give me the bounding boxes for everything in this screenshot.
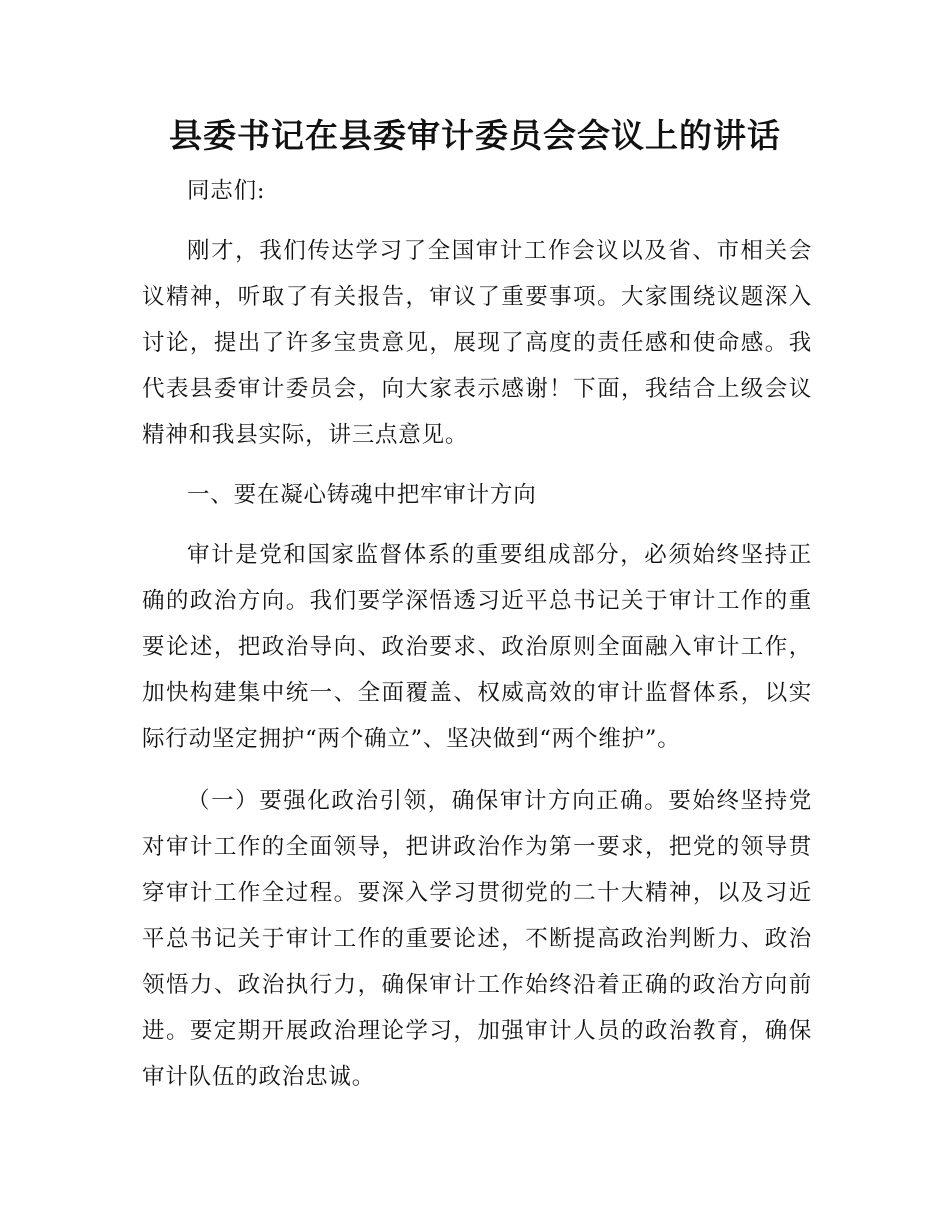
paragraph-intro: 刚才，我们传达学习了全国审计工作会议以及省、市相关会议精神，听取了有关报告，审议了重要事项。大家围绕议题深入讨论，提出了许多宝贵意见，展现了高度的责任感和使命感。我代表县委审计委员会，向大家表示感谢！下面，我结合上级会议精神和我县实际，讲三点意见。 <box>142 238 812 448</box>
document-body <box>142 168 812 1100</box>
paragraph-section-1: 审计是党和国家监督体系的重要组成部分，必须始终坚持正确的政治方向。我们要学深悟透习近平总书记关于审计工作的重要论述，把政治导向、政治要求、政治原则全面融入审计工作，加快构建集中统一、全面覆盖、权威高效的审计监督体系，以实际行动坚定拥护“两个确立”、坚决做到“两个维护”。 <box>142 542 812 752</box>
document-title: 县委书记在县委审计委员会会议上的讲话 <box>169 116 781 155</box>
section-heading-1: 一、要在凝心铸魂中把牢审计方向 <box>187 482 537 508</box>
paragraph-subsection-1: （一）要强化政治引领，确保审计方向正确。要始终坚持党对审计工作的全面领导，把讲政治作为第一要求，把党的领导贯穿审计工作全过程。要深入学习贯彻党的二十大精神，以及习近平总书记关于审计工作的重要论述，不断提高政治判断力、政治领悟力、政治执行力，确保审计工作始终沿着正确的政治方向前进。要定期开展政治理论学习，加强审计人员的政治教育，确保审计队伍的政治忠诚。 <box>142 788 812 1090</box>
greeting: 同志们: <box>187 178 266 204</box>
